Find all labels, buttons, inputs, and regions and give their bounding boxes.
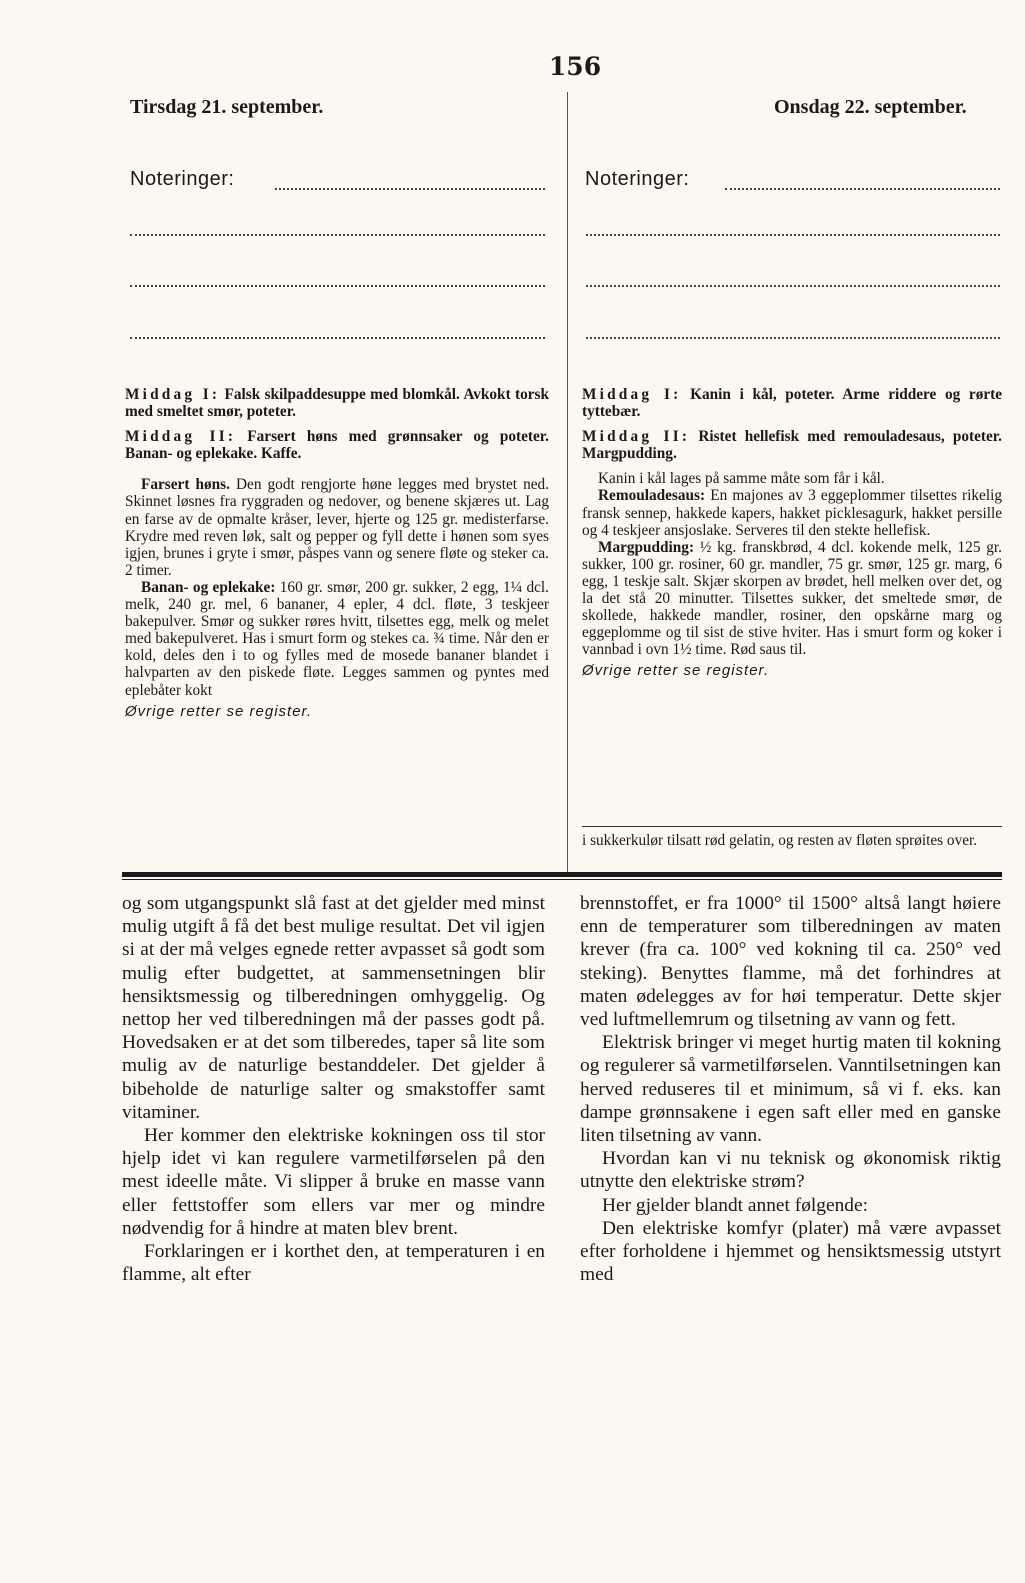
right-notes-label: Noteringer:: [585, 168, 690, 190]
essay-paragraph: Her kommer den elektriske kokningen oss til stor hjelp idet vi kan regulere varmetilførselen på den mest ideelle måte. Vi slipper å bruke en masse vann eller fettstoffer som ellers var mer og mindre nødvendig for å hindre at maten blev brent.: [122, 1125, 545, 1239]
right-day-menu: [582, 386, 1002, 680]
recipe-title: Remouladesaus:: [598, 487, 706, 505]
right-register-note: Øvrige retter se register.: [582, 662, 770, 680]
recipe-text: Den godt rengjorte høne legges med brystet ned. Skinnet løsnes fra ryggraden og nedover, og benene skjæres ut. Lag en farse av de opmalte kråser, lever, hjerte og 125 gr. medisterfarse. Krydre med reven løk, salt og pepper og fyll dette i hønen som syes igjen, brunes i gryte i smør, påspes vann og senere fløte og steker ca. 2 timer.: [125, 476, 549, 579]
left-middag-2: [125, 428, 549, 462]
right-recipe-2: [582, 539, 1002, 659]
essay-paragraph: Her gjelder blandt annet følgende:: [602, 1194, 868, 1216]
column-divider: [567, 92, 568, 872]
left-notes-line: [275, 188, 545, 190]
right-middag-2: [582, 428, 1002, 462]
essay-paragraph: Den elektriske komfyr (plater) må være avpasset efter forholdene i hjemmet og hensiktsmessig utstyrt med: [580, 1217, 1001, 1286]
recipe-text: En majones av 3 eggeplommer tilsettes rikelig fransk sennep, hakkede kapers, hakket picklesagurk, hakket persille og 4 teskjeer ansjoslake. Serveres til den stekte hellefisk.: [582, 487, 1002, 539]
right-recipe-0: Kanin i kål lages på samme måte som får i kål.: [598, 470, 885, 488]
right-middag-1: [582, 386, 1002, 420]
middag-label: Middag I:: [125, 386, 221, 403]
right-recipe-1: [582, 487, 1002, 538]
recipe-title: Farsert høns.: [141, 476, 230, 494]
right-notes-line: [586, 234, 1000, 236]
left-notes-line: [130, 337, 545, 339]
left-notes-line: [130, 285, 545, 287]
page-number: 156: [548, 52, 602, 81]
middag-text: Kanin i kål, poteter. Arme riddere og rørte tyttebær.: [582, 386, 1003, 421]
left-recipe-1: [125, 476, 549, 579]
middag-label: Middag II:: [582, 428, 691, 446]
left-notes-line: [130, 234, 545, 236]
continuation-rule: [582, 826, 1002, 827]
essay-paragraph: Elektrisk bringer vi meget hurtig maten til kokning og regulerer så varmetilførselen. Vanntilsetningen kan herved reduseres til et minimum, så vi f. eks. kan dampe grønnsakene i egen saft eller med en ganske liten tilsetning av vann.: [580, 1032, 1001, 1147]
left-middag-1: [125, 386, 549, 420]
right-notes-line: [586, 337, 1000, 339]
middag-label: Middag I:: [582, 386, 682, 403]
section-rule-thin: [122, 879, 1002, 880]
section-rule: [122, 872, 1002, 877]
essay-paragraph: Forklaringen er i korthet den, at temperaturen i en flamme, alt efter: [122, 1241, 545, 1286]
essay-paragraph: brennstoffet, er fra 1000° til 1500° altså langt høiere enn de temperaturer som tilberedningen av maten krever (fra ca. 100° ved kokning til ca. 250° ved steking). Benyttes flamme, må det forhindres at maten ødelegges av for høi temperatur. Dette skjer ved luftmellemrum og tilsetning av vann og fett.: [580, 893, 1001, 1031]
left-day-date: Tirsdag 21. september.: [130, 96, 324, 118]
right-notes-line: [725, 188, 1000, 190]
recipe-title: Margpudding:: [598, 538, 695, 556]
recipe-title: Banan- og eplekake:: [141, 578, 276, 596]
left-register-note: Øvrige retter se register.: [125, 702, 313, 720]
recipe-text: 160 gr. smør, 200 gr. sukker, 2 egg, 1¼ dcl. melk, 240 gr. mel, 6 bananer, 4 epler, 4 dcl. fløte, 3 teskjeer bakepulver. Smør og sukker røres hvitt, tilsettes egg, melk og melet med bakepulveret. Has i smurt form og stekes ca. ¾ time. Når den er kold, deles den i to og fylles med de mosede bananer blandet i halvparten av den piskede fløte. Legges sammen og pyntes med eplebåter kokt: [125, 578, 549, 699]
left-recipe-2: [125, 579, 549, 699]
essay-right-column: [580, 892, 1001, 1286]
continuation-text: i sukkerkulør tilsatt rød gelatin, og resten av fløten sprøites over.: [582, 832, 978, 849]
essay-paragraph: Hvordan kan vi nu teknisk og økonomisk riktig utnytte den elektriske strøm?: [580, 1148, 1001, 1193]
middag-text: Ristet hellefisk med remouladesaus, poteter. Margpudding.: [582, 428, 1002, 463]
left-day-menu: [125, 386, 549, 720]
left-notes-label: Noteringer:: [130, 168, 235, 190]
recipe-text: ½ kg. franskbrød, 4 dcl. kokende melk, 125 gr. sukker, 100 gr. rosiner, 60 gr. mandler, 75 gr. smør, 125 gr. marg, 6 egg, 1 teskje salt. Skjær skorpen av brødet, hell melken over det, og la det stå 20 minutter. Tilsettes sukker, det smeltede smør, de skollede, hakkede mandler, rosiner, den opskårne marg og eggeplomme og til sist de stive hviter. Has i smurt form og koker i vannbad i ovn 1½ time. Rød saus til.: [582, 538, 1003, 659]
right-day-date: Onsdag 22. september.: [774, 96, 967, 118]
middag-text: Falsk skilpaddesuppe med blomkål. Avkokt torsk med smeltet smør, poteter.: [125, 386, 549, 421]
middag-label: Middag II:: [125, 428, 237, 446]
middag-text: Farsert høns med grønnsaker og poteter. Banan- og eplekake. Kaffe.: [125, 428, 549, 463]
essay-left-column: [122, 892, 545, 1286]
right-notes-line: [586, 285, 1000, 287]
essay-paragraph: og som utgangspunkt slå fast at det gjelder med minst mulig utgift å få det best mulige resultat. Det vil igjen si at der må velges egnede retter avpasset så godt som mulig efter budgettet, at sammensetningen blir hensiktsmessig og tilberedningen omhyggelig. Og nettop her ved tilberedningen må der passes godt på. Hovedsaken er at det som tilberedes, taper så lite som mulig av de naturlige bestanddeler. Det gjelder å bibeholde de naturlige salter og smakstoffer samt vitaminer.: [122, 893, 545, 1123]
